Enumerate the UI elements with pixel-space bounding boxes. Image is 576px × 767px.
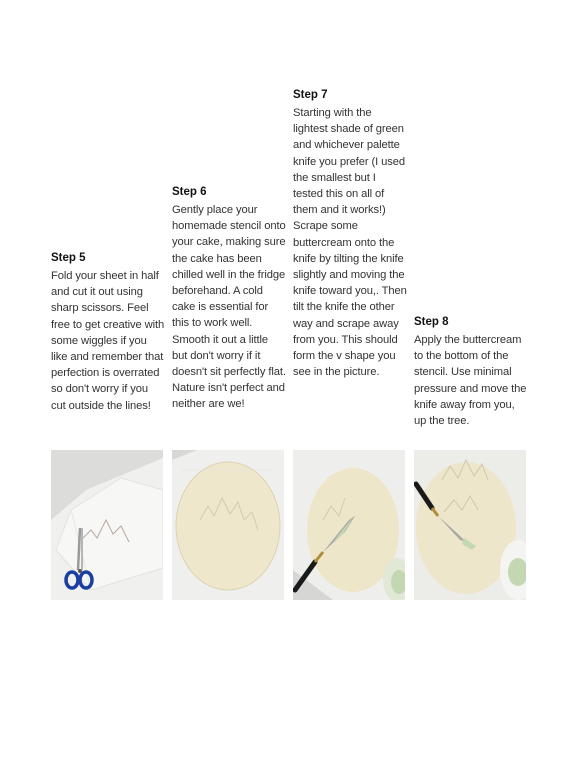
step-5-photo [51, 450, 163, 600]
step-8-text: Apply the buttercream to the bottom of the stencil. Use minimal pressure and move the knife away from you, up the tree. [414, 334, 527, 428]
step-8-photo [414, 450, 526, 600]
step-6-text: Gently place your homemade stencil onto your cake, making sure the cake has been chilled well in the fridge beforehand. A cold cake is essential for this to work well. Smooth it out a little but don't worry if it doesn't sit perfectly flat. Nature isn't perfect and neither are we! [172, 204, 286, 411]
stencil-cake-image [172, 450, 284, 600]
step-6-photo [172, 450, 284, 600]
step-6-title: Step 6 [172, 186, 207, 198]
step-6-block [172, 184, 286, 413]
applying-buttercream-image [414, 450, 526, 600]
palette-knife-image [293, 450, 405, 600]
step-5-block [51, 250, 165, 414]
step-5-text: Fold your sheet in half and cut it out using sharp scissors. Feel free to get creative with some wiggles if you like and remember that perfection is overrated so don't worry if you cut outside the lines! [51, 270, 165, 412]
step-7-text: Starting with the lightest shade of green and whichever palette knife you prefer (I used the smallest but I tested this on all of them and it works!) Scrape some buttercream onto the knife by tilting the knife slightly and moving the knife toward you,. Then tilt the knife the other way and scrape away from you. This should form the v shape you see in the picture. [293, 107, 407, 379]
step-8-block [414, 314, 528, 429]
step-7-photo [293, 450, 405, 600]
step-5-title: Step 5 [51, 252, 86, 264]
step-7-title: Step 7 [293, 89, 328, 101]
scissors-paper-image [51, 450, 163, 600]
step-7-block [293, 87, 407, 380]
step-8-title: Step 8 [414, 316, 449, 328]
